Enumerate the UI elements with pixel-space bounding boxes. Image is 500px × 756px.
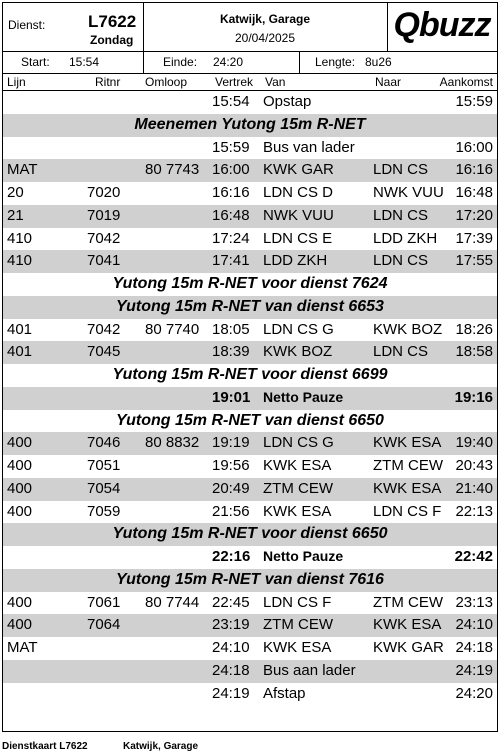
col-omloop: Omloop <box>145 75 188 89</box>
cell-van: ZTM CEW <box>263 616 333 634</box>
times-row <box>3 51 497 74</box>
cell-aankomst: 18:26 <box>455 320 493 338</box>
cell-ritnr: 7020 <box>87 184 121 201</box>
trip-row <box>3 319 497 342</box>
cell-naar: LDN CS F <box>373 502 442 520</box>
col-aankomst: Aankomst <box>439 75 493 89</box>
pause-row <box>3 387 497 410</box>
einde-cell <box>143 51 300 73</box>
cell-omloop: 80 8832 <box>145 434 200 452</box>
cell-naar: KWK ESA <box>373 616 442 634</box>
start-value: 15:54 <box>69 55 100 69</box>
trip-row <box>3 501 497 524</box>
cell-naar: LDD ZKH <box>373 229 438 247</box>
cell-lijn: 400 <box>7 434 33 452</box>
cell-ritnr: 7042 <box>87 229 121 247</box>
col-vertrek: Vertrek <box>215 75 254 89</box>
lengte-cell <box>299 51 497 73</box>
cell-van: KWK ESA <box>263 639 332 656</box>
cell-naar: LDN CS <box>373 252 429 270</box>
pause-row <box>3 546 497 569</box>
cell-lijn: 20 <box>7 184 24 201</box>
cell-van: KWK ESA <box>263 502 332 520</box>
trip-row <box>3 478 497 501</box>
cell-lijn: MAT <box>7 639 38 656</box>
cell-van: NWK VUU <box>263 206 334 224</box>
section-heading: Meenemen Yutong 15m R-NET <box>134 115 366 133</box>
cell-vertrek: 17:24 <box>212 229 250 247</box>
cell-van: LDN CS F <box>263 593 332 611</box>
cell-van: ZTM CEW <box>263 479 333 497</box>
cell-vertrek: 22:16 <box>212 548 251 565</box>
trip-row <box>3 228 497 251</box>
cell-van: KWK ESA <box>263 457 332 474</box>
cell-ritnr: 7045 <box>87 343 121 361</box>
cell-van: Afstap <box>263 684 306 702</box>
cell-aankomst: 16:16 <box>455 161 493 179</box>
cell-van: LDN CS G <box>263 434 334 452</box>
trip-row <box>3 455 497 478</box>
dienst-cell <box>3 3 144 51</box>
cell-ritnr: 7051 <box>87 457 121 474</box>
cell-aankomst: 15:59 <box>455 93 493 110</box>
trip-row <box>3 683 497 706</box>
col-lijn: Lijn <box>7 75 26 89</box>
cell-ritnr: 7041 <box>87 252 121 270</box>
cell-aankomst: 17:39 <box>455 229 493 247</box>
cell-ritnr: 7042 <box>87 320 121 338</box>
cell-omloop: 80 7740 <box>145 320 200 338</box>
date-text: 20/04/2025 <box>234 31 296 45</box>
cell-vertrek: 15:59 <box>212 138 250 156</box>
trip-row <box>3 637 497 660</box>
cell-lijn: 400 <box>7 593 33 611</box>
trip-row <box>3 205 497 228</box>
trip-row <box>3 250 497 273</box>
einde-value: 24:20 <box>213 55 244 69</box>
trip-row <box>3 182 497 205</box>
cell-van: Netto Pauze <box>263 548 344 564</box>
start-label: Start: <box>21 55 50 69</box>
cell-vertrek: 20:49 <box>212 479 250 497</box>
cell-omloop: 80 7743 <box>145 161 200 179</box>
col-ritnr: Ritnr <box>95 75 121 89</box>
cell-aankomst: 20:43 <box>455 457 493 474</box>
cell-ritnr: 7061 <box>87 593 121 611</box>
cell-ritnr: 7064 <box>87 616 121 634</box>
cell-aankomst: 19:16 <box>454 388 493 406</box>
trip-row <box>3 432 497 455</box>
cell-lijn: 400 <box>7 502 33 520</box>
section-heading-row <box>3 569 497 592</box>
cell-vertrek: 16:16 <box>212 184 250 201</box>
cell-lijn: 400 <box>7 457 33 474</box>
cell-aankomst: 24:19 <box>455 661 493 679</box>
cell-van: KWK BOZ <box>263 343 333 361</box>
cell-naar: KWK GAR <box>373 639 444 656</box>
trip-row <box>3 159 497 182</box>
cell-lijn: 401 <box>7 343 33 361</box>
trip-row <box>3 592 497 615</box>
cell-naar: KWK ESA <box>373 434 442 452</box>
footer-dienstkaart: Dienstkaart L7622 <box>2 741 88 752</box>
cell-aankomst: 16:00 <box>455 138 493 156</box>
cell-naar: ZTM CEW <box>373 593 443 611</box>
cell-aankomst: 22:13 <box>455 502 493 520</box>
cell-vertrek: 23:19 <box>212 616 250 634</box>
cell-ritnr: 7046 <box>87 434 121 452</box>
cell-aankomst: 22:42 <box>454 548 493 565</box>
cell-vertrek: 19:01 <box>212 388 251 406</box>
cell-aankomst: 17:55 <box>455 252 493 270</box>
trip-row <box>3 91 497 114</box>
cell-omloop: 80 7744 <box>145 593 200 611</box>
duty-card <box>2 2 498 732</box>
section-heading: Yutong 15m R-NET voor dienst 6650 <box>112 525 388 543</box>
cell-vertrek: 18:39 <box>212 343 250 361</box>
section-heading-row <box>3 296 497 319</box>
cell-aankomst: 19:40 <box>455 434 493 452</box>
cell-aankomst: 18:58 <box>455 343 493 361</box>
section-heading: Yutong 15m R-NET voor dienst 6699 <box>112 366 388 383</box>
lengte-label: Lengte: <box>315 55 356 69</box>
section-heading-row <box>3 410 497 433</box>
start-cell <box>3 51 144 73</box>
cell-van: LDN CS D <box>263 184 334 201</box>
cell-naar: LDN CS <box>373 343 429 361</box>
cell-vertrek: 18:05 <box>212 320 250 338</box>
dienst-number: L7622 <box>88 12 137 31</box>
cell-vertrek: 24:18 <box>212 661 250 679</box>
cell-lijn: 410 <box>7 252 33 270</box>
cell-van: Netto Pauze <box>263 388 344 405</box>
section-heading-row <box>3 364 497 387</box>
cell-vertrek: 19:56 <box>212 457 250 474</box>
cell-vertrek: 16:48 <box>212 206 250 224</box>
cell-vertrek: 17:41 <box>212 252 250 270</box>
cell-aankomst: 16:48 <box>455 184 493 201</box>
column-header <box>3 74 497 91</box>
trip-row <box>3 660 497 683</box>
page-footer <box>0 740 500 754</box>
cell-van: Opstap <box>263 93 312 110</box>
cell-vertrek: 15:54 <box>212 93 250 110</box>
section-heading: Yutong 15m R-NET van dienst 7616 <box>116 570 384 588</box>
section-heading-row <box>3 114 497 137</box>
cell-van: LDN CS G <box>263 320 334 338</box>
card-header <box>3 3 497 52</box>
cell-van: Bus van lader <box>263 138 355 156</box>
section-heading: Yutong 15m R-NET voor dienst 7624 <box>112 275 388 292</box>
cell-vertrek: 21:56 <box>212 502 250 520</box>
cell-aankomst: 23:13 <box>455 593 493 611</box>
cell-vertrek: 19:19 <box>212 434 250 452</box>
section-heading-row <box>3 273 497 296</box>
location-cell <box>143 3 388 51</box>
cell-van: LDD ZKH <box>263 252 328 270</box>
cell-aankomst: 24:10 <box>455 616 493 634</box>
qbuzz-logo: Qbuzz <box>393 6 491 44</box>
cell-vertrek: 24:19 <box>212 684 250 702</box>
cell-ritnr: 7019 <box>87 206 121 224</box>
cell-lijn: MAT <box>7 161 38 179</box>
lengte-value: 8u26 <box>365 55 392 69</box>
cell-naar: NWK VUU <box>373 184 444 201</box>
trip-list <box>3 91 497 705</box>
cell-vertrek: 24:10 <box>212 639 250 656</box>
cell-vertrek: 22:45 <box>212 593 250 611</box>
cell-aankomst: 17:20 <box>455 206 493 224</box>
trip-row <box>3 137 497 160</box>
cell-aankomst: 24:20 <box>455 684 493 702</box>
cell-naar: KWK ESA <box>373 479 442 497</box>
cell-van: Bus aan lader <box>263 661 356 679</box>
cell-aankomst: 21:40 <box>455 479 493 497</box>
cell-naar: ZTM CEW <box>373 457 443 474</box>
cell-van: KWK GAR <box>263 161 334 179</box>
col-van: Van <box>265 75 286 89</box>
trip-row <box>3 341 497 364</box>
logo-cell <box>387 3 497 51</box>
section-heading: Yutong 15m R-NET van dienst 6650 <box>116 411 384 429</box>
cell-vertrek: 16:00 <box>212 161 250 179</box>
section-heading: Yutong 15m R-NET van dienst 6653 <box>116 297 384 315</box>
cell-aankomst: 24:18 <box>455 639 493 656</box>
footer-location: Katwijk, Garage <box>123 741 199 752</box>
cell-lijn: 401 <box>7 320 33 338</box>
cell-lijn: 410 <box>7 229 33 247</box>
cell-ritnr: 7054 <box>87 479 121 497</box>
cell-lijn: 400 <box>7 616 33 634</box>
einde-label: Einde: <box>163 55 198 69</box>
dienst-label: Dienst: <box>8 18 46 32</box>
cell-naar: LDN CS <box>373 206 429 224</box>
location-text: Katwijk, Garage <box>219 12 311 26</box>
cell-naar: LDN CS <box>373 161 429 179</box>
cell-ritnr: 7059 <box>87 502 121 520</box>
cell-lijn: 400 <box>7 479 33 497</box>
section-heading-row <box>3 523 497 546</box>
cell-naar: KWK BOZ <box>373 320 443 338</box>
cell-lijn: 21 <box>7 206 24 224</box>
trip-row <box>3 614 497 637</box>
day-label: Zondag <box>90 33 134 47</box>
col-naar: Naar <box>375 75 402 89</box>
cell-van: LDN CS E <box>263 229 333 247</box>
